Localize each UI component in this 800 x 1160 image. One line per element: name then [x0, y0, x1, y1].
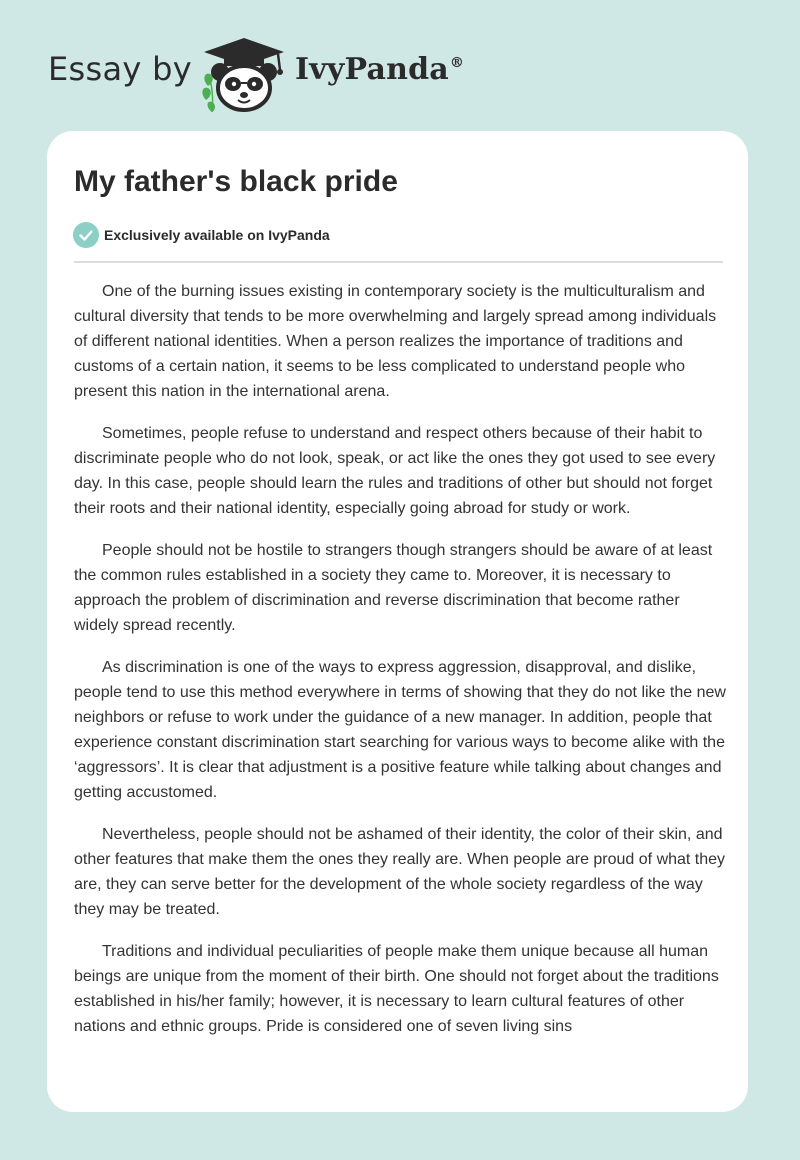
essay-title: My father's black pride [74, 165, 398, 198]
site-header [48, 28, 468, 112]
registered-mark: ® [449, 55, 465, 71]
essay-card [47, 131, 748, 1112]
title-divider [74, 261, 723, 263]
essay-paragraph: One of the burning issues existing in contemporary society is the multiculturalism and cultural diversity that tends to be more overwhelming and largely spread among individuals of different national identities. When a person realizes the importance of traditions and customs of a certain nation, it seems to be less complicated to understand people who present this nation in the international arena. [74, 283, 717, 400]
exclusive-badge [73, 222, 330, 248]
exclusive-badge-text: Exclusively available on IvyPanda [104, 227, 330, 243]
ivypanda-logo-icon[interactable] [200, 36, 292, 116]
check-circle-icon [73, 222, 99, 248]
essay-body [74, 279, 726, 1056]
essay-paragraph: As discrimination is one of the ways to express aggression, disapproval, and dislike, people tend to use this method everywhere in terms of showing that they do not like the new neighbors or refuse to work under the guidance of a new manager. In addition, people that experience constant discrimination start searching for various ways to become alike with the ‘aggressors’. It is clear that adjustment is a positive feature while talking about changes and getting accustomed. [74, 659, 726, 801]
essay-paragraph: Traditions and individual peculiarities of people make them unique because all human beings are unique from the moment of their birth. One should not forget about the traditions established in his/her family; however, it is necessary to learn cultural features of other nations and ethnic groups. Pride is considered one of seven living sins [74, 943, 719, 1035]
essay-paragraph: People should not be hostile to strangers though strangers should be aware of at least the common rules established in a society they came to. Moreover, it is necessary to approach the problem of discrimination and reverse discrimination that become rather widely spread recently. [74, 542, 713, 634]
brand-name-text: IvyPanda [295, 52, 449, 87]
brand-name[interactable] [295, 52, 464, 87]
essay-by-label: Essay by [48, 50, 192, 88]
essay-paragraph: Nevertheless, people should not be ashamed of their identity, the color of their skin, and other features that make them the ones they really are. When people are proud of what they are, they can serve better for the development of the whole society regardless of the way they may be treated. [74, 826, 726, 918]
essay-paragraph: Sometimes, people refuse to understand and respect others because of their habit to discriminate people who do not look, speak, or act like the ones they got used to see every day. In this case, people should learn the rules and traditions of other but should not forget their roots and their national identity, especially going abroad for study or work. [74, 425, 716, 517]
